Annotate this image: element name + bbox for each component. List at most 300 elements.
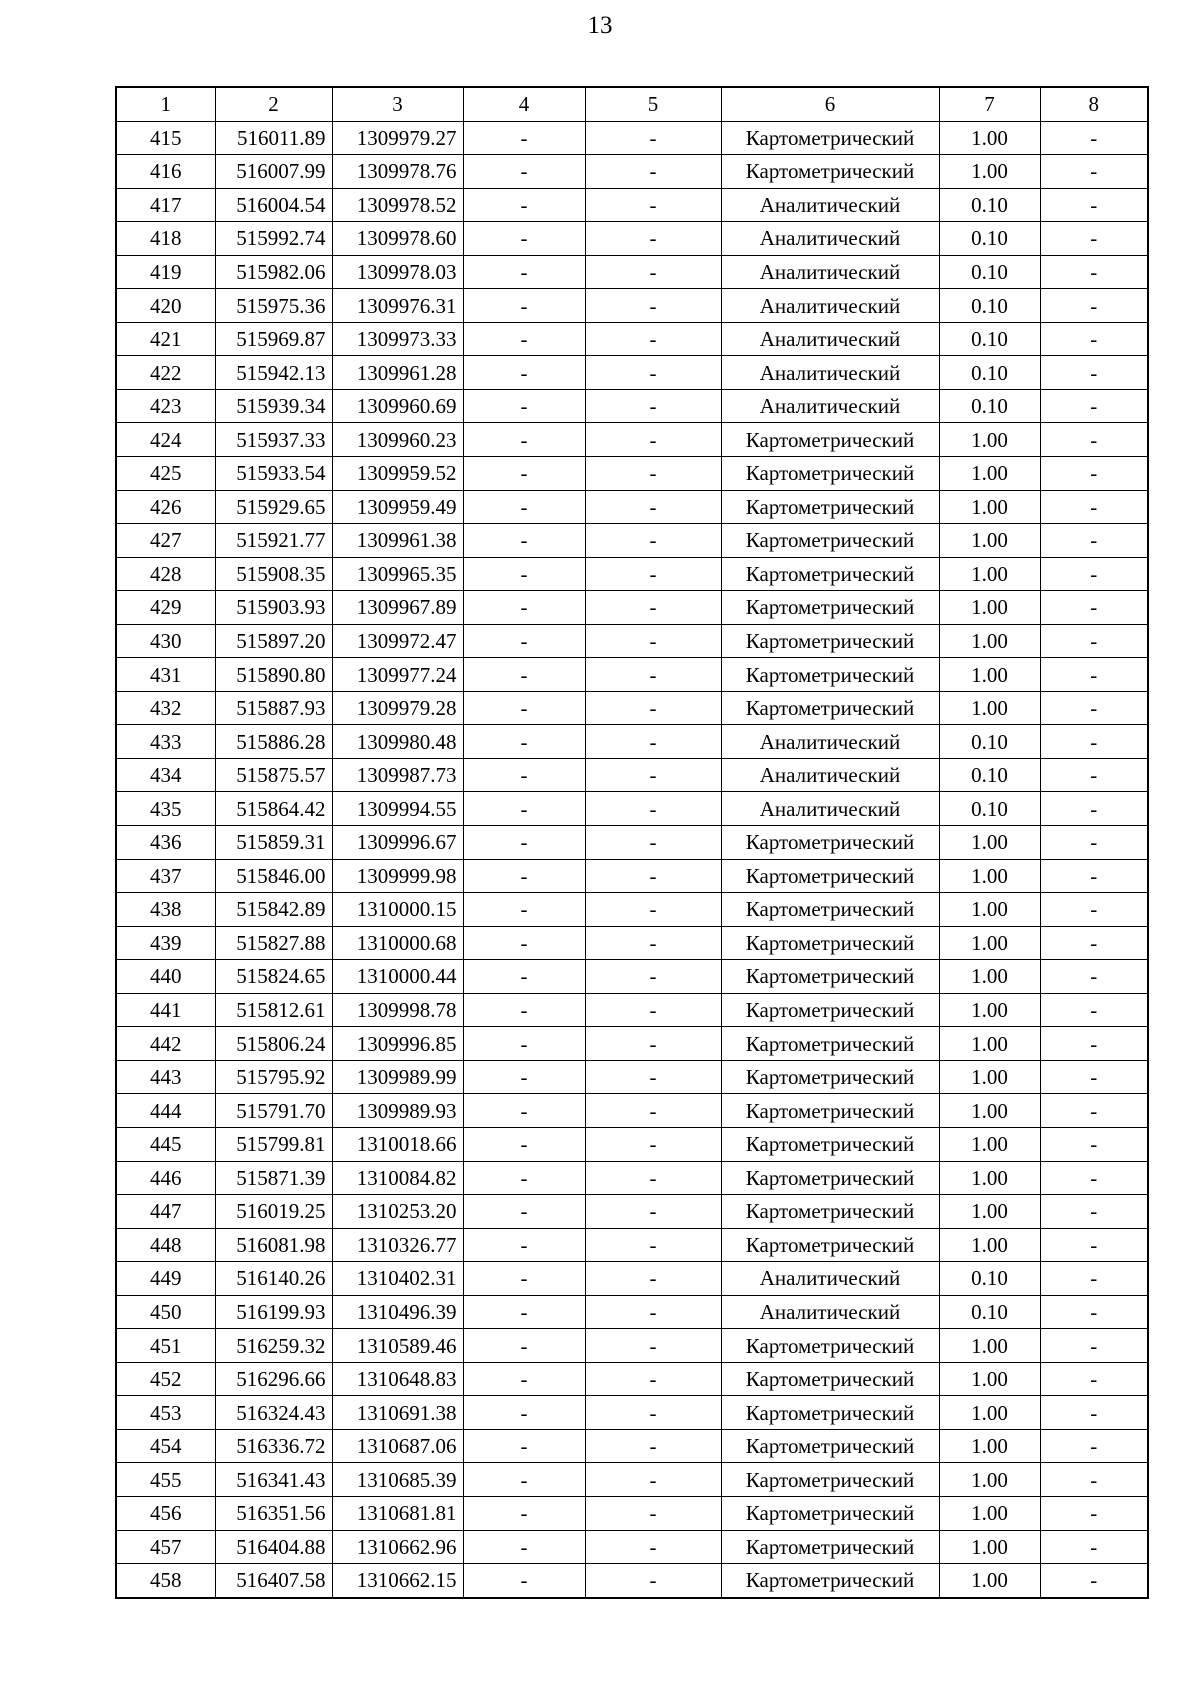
point-number-cell: 415 [116,121,215,155]
x-coordinate-cell: 515791.70 [215,1094,332,1128]
method-cell: Картометрический [721,1496,939,1530]
page-number: 13 [587,12,613,39]
table-row [116,960,1148,994]
x-coordinate-cell: 515982.06 [215,255,332,289]
col-5-cell: - [585,457,721,491]
col-5-cell: - [585,322,721,356]
col-8-cell: - [1040,658,1148,692]
col-4-cell: - [463,691,585,725]
x-coordinate-cell: 516296.66 [215,1362,332,1396]
col-8-cell: - [1040,1027,1148,1061]
col-4-cell: - [463,1127,585,1161]
table-row [116,1027,1148,1061]
y-coordinate-cell: 1309999.98 [332,859,463,893]
y-coordinate-cell: 1310000.15 [332,893,463,927]
table-row [116,222,1148,256]
col-4-cell: - [463,188,585,222]
x-coordinate-cell: 515933.54 [215,457,332,491]
accuracy-cell: 1.00 [939,859,1040,893]
x-coordinate-cell: 515921.77 [215,524,332,558]
y-coordinate-cell: 1310084.82 [332,1161,463,1195]
method-cell: Картометрический [721,1060,939,1094]
table-row [116,121,1148,155]
method-cell: Аналитический [721,289,939,323]
x-coordinate-cell: 516081.98 [215,1228,332,1262]
point-number-cell: 447 [116,1195,215,1229]
y-coordinate-cell: 1309989.99 [332,1060,463,1094]
col-8-cell: - [1040,725,1148,759]
col-4-cell: - [463,457,585,491]
col-5-cell: - [585,725,721,759]
col-5-cell: - [585,658,721,692]
col-4-cell: - [463,1396,585,1430]
method-cell: Картометрический [721,960,939,994]
col-4-cell: - [463,1530,585,1564]
method-cell: Картометрический [721,624,939,658]
col-5-cell: - [585,926,721,960]
table-row [116,658,1148,692]
x-coordinate-cell: 516324.43 [215,1396,332,1430]
y-coordinate-cell: 1309959.49 [332,490,463,524]
point-number-cell: 448 [116,1228,215,1262]
point-number-cell: 441 [116,993,215,1027]
x-coordinate-cell: 515975.36 [215,289,332,323]
x-coordinate-cell: 516259.32 [215,1329,332,1363]
point-number-cell: 451 [116,1329,215,1363]
accuracy-cell: 1.00 [939,624,1040,658]
col-8-cell: - [1040,255,1148,289]
table-header [116,87,1148,121]
table-row [116,591,1148,625]
column-header: 1 [116,87,215,121]
col-8-cell: - [1040,1564,1148,1598]
col-4-cell: - [463,1262,585,1296]
table-row [116,1396,1148,1430]
col-5-cell: - [585,1329,721,1363]
col-5-cell: - [585,893,721,927]
accuracy-cell: 1.00 [939,121,1040,155]
x-coordinate-cell: 516199.93 [215,1295,332,1329]
point-number-cell: 425 [116,457,215,491]
table-row [116,490,1148,524]
col-4-cell: - [463,859,585,893]
column-header: 4 [463,87,585,121]
col-4-cell: - [463,1094,585,1128]
col-8-cell: - [1040,155,1148,189]
col-8-cell: - [1040,423,1148,457]
y-coordinate-cell: 1309972.47 [332,624,463,658]
y-coordinate-cell: 1310687.06 [332,1429,463,1463]
point-number-cell: 422 [116,356,215,390]
accuracy-cell: 1.00 [939,490,1040,524]
y-coordinate-cell: 1309979.28 [332,691,463,725]
method-cell: Картометрический [721,859,939,893]
header-row [116,87,1148,121]
table-row [116,524,1148,558]
col-4-cell: - [463,1362,585,1396]
table-row [116,1228,1148,1262]
y-coordinate-cell: 1309960.69 [332,389,463,423]
table-row [116,1262,1148,1296]
col-8-cell: - [1040,1362,1148,1396]
col-8-cell: - [1040,1262,1148,1296]
accuracy-cell: 1.00 [939,1463,1040,1497]
col-5-cell: - [585,792,721,826]
col-8-cell: - [1040,356,1148,390]
y-coordinate-cell: 1310662.15 [332,1564,463,1598]
method-cell: Картометрический [721,893,939,927]
point-number-cell: 453 [116,1396,215,1430]
point-number-cell: 418 [116,222,215,256]
method-cell: Картометрический [721,826,939,860]
col-5-cell: - [585,1463,721,1497]
method-cell: Картометрический [721,926,939,960]
col-4-cell: - [463,826,585,860]
column-header: 2 [215,87,332,121]
point-number-cell: 416 [116,155,215,189]
x-coordinate-cell: 515992.74 [215,222,332,256]
y-coordinate-cell: 1310000.68 [332,926,463,960]
col-8-cell: - [1040,222,1148,256]
method-cell: Картометрический [721,423,939,457]
x-coordinate-cell: 516011.89 [215,121,332,155]
method-cell: Картометрический [721,490,939,524]
method-cell: Аналитический [721,188,939,222]
accuracy-cell: 1.00 [939,1027,1040,1061]
method-cell: Картометрический [721,121,939,155]
col-8-cell: - [1040,1161,1148,1195]
col-4-cell: - [463,725,585,759]
accuracy-cell: 0.10 [939,255,1040,289]
table-row [116,725,1148,759]
col-8-cell: - [1040,993,1148,1027]
point-number-cell: 420 [116,289,215,323]
y-coordinate-cell: 1309979.27 [332,121,463,155]
col-4-cell: - [463,490,585,524]
col-8-cell: - [1040,792,1148,826]
table-row [116,255,1148,289]
col-8-cell: - [1040,624,1148,658]
col-8-cell: - [1040,826,1148,860]
accuracy-cell: 1.00 [939,1161,1040,1195]
x-coordinate-cell: 516336.72 [215,1429,332,1463]
table-row [116,289,1148,323]
accuracy-cell: 1.00 [939,1060,1040,1094]
table-row [116,1329,1148,1363]
method-cell: Аналитический [721,255,939,289]
x-coordinate-cell: 516407.58 [215,1564,332,1598]
accuracy-cell: 1.00 [939,658,1040,692]
x-coordinate-cell: 515908.35 [215,557,332,591]
accuracy-cell: 1.00 [939,423,1040,457]
table-row [116,1161,1148,1195]
accuracy-cell: 0.10 [939,1262,1040,1296]
point-number-cell: 449 [116,1262,215,1296]
method-cell: Картометрический [721,658,939,692]
col-5-cell: - [585,1429,721,1463]
point-number-cell: 438 [116,893,215,927]
table-row [116,389,1148,423]
column-header: 6 [721,87,939,121]
method-cell: Картометрический [721,1530,939,1564]
col-8-cell: - [1040,1396,1148,1430]
col-5-cell: - [585,591,721,625]
point-number-cell: 456 [116,1496,215,1530]
col-4-cell: - [463,255,585,289]
point-number-cell: 445 [116,1127,215,1161]
point-number-cell: 446 [116,1161,215,1195]
accuracy-cell: 1.00 [939,1496,1040,1530]
point-number-cell: 436 [116,826,215,860]
col-5-cell: - [585,1530,721,1564]
col-4-cell: - [463,155,585,189]
col-5-cell: - [585,1295,721,1329]
point-number-cell: 433 [116,725,215,759]
accuracy-cell: 1.00 [939,1530,1040,1564]
point-number-cell: 458 [116,1564,215,1598]
table-row [116,557,1148,591]
x-coordinate-cell: 515903.93 [215,591,332,625]
table-row [116,322,1148,356]
table-row [116,188,1148,222]
method-cell: Аналитический [721,725,939,759]
col-4-cell: - [463,1329,585,1363]
col-8-cell: - [1040,1127,1148,1161]
x-coordinate-cell: 515795.92 [215,1060,332,1094]
x-coordinate-cell: 515806.24 [215,1027,332,1061]
method-cell: Картометрический [721,1329,939,1363]
accuracy-cell: 1.00 [939,1429,1040,1463]
col-5-cell: - [585,356,721,390]
x-coordinate-cell: 516004.54 [215,188,332,222]
point-number-cell: 430 [116,624,215,658]
col-5-cell: - [585,960,721,994]
table-row [116,993,1148,1027]
col-4-cell: - [463,289,585,323]
col-5-cell: - [585,993,721,1027]
y-coordinate-cell: 1309994.55 [332,792,463,826]
col-5-cell: - [585,691,721,725]
method-cell: Аналитический [721,222,939,256]
x-coordinate-cell: 515886.28 [215,725,332,759]
point-number-cell: 429 [116,591,215,625]
col-8-cell: - [1040,1094,1148,1128]
y-coordinate-cell: 1310589.46 [332,1329,463,1363]
col-4-cell: - [463,322,585,356]
accuracy-cell: 0.10 [939,792,1040,826]
col-5-cell: - [585,188,721,222]
table-row [116,1060,1148,1094]
method-cell: Аналитический [721,1295,939,1329]
col-5-cell: - [585,121,721,155]
y-coordinate-cell: 1310018.66 [332,1127,463,1161]
method-cell: Картометрический [721,1195,939,1229]
col-4-cell: - [463,1429,585,1463]
col-8-cell: - [1040,1195,1148,1229]
y-coordinate-cell: 1309965.35 [332,557,463,591]
x-coordinate-cell: 515799.81 [215,1127,332,1161]
point-number-cell: 439 [116,926,215,960]
method-cell: Картометрический [721,1228,939,1262]
y-coordinate-cell: 1310691.38 [332,1396,463,1430]
y-coordinate-cell: 1310253.20 [332,1195,463,1229]
x-coordinate-cell: 515871.39 [215,1161,332,1195]
accuracy-cell: 1.00 [939,1396,1040,1430]
col-4-cell: - [463,1295,585,1329]
point-number-cell: 455 [116,1463,215,1497]
col-5-cell: - [585,859,721,893]
col-5-cell: - [585,1396,721,1430]
point-number-cell: 431 [116,658,215,692]
table-row [116,893,1148,927]
col-8-cell: - [1040,289,1148,323]
accuracy-cell: 1.00 [939,926,1040,960]
x-coordinate-cell: 516404.88 [215,1530,332,1564]
method-cell: Картометрический [721,1564,939,1598]
method-cell: Картометрический [721,1127,939,1161]
col-4-cell: - [463,121,585,155]
table-row [116,1195,1148,1229]
x-coordinate-cell: 515897.20 [215,624,332,658]
y-coordinate-cell: 1309961.28 [332,356,463,390]
method-cell: Картометрический [721,1094,939,1128]
table-row [116,1496,1148,1530]
col-8-cell: - [1040,591,1148,625]
x-coordinate-cell: 516140.26 [215,1262,332,1296]
col-5-cell: - [585,389,721,423]
col-8-cell: - [1040,557,1148,591]
col-8-cell: - [1040,691,1148,725]
point-number-cell: 442 [116,1027,215,1061]
x-coordinate-cell: 515875.57 [215,758,332,792]
column-header: 8 [1040,87,1148,121]
col-4-cell: - [463,1195,585,1229]
col-5-cell: - [585,1060,721,1094]
col-5-cell: - [585,423,721,457]
y-coordinate-cell: 1309967.89 [332,591,463,625]
col-4-cell: - [463,792,585,826]
column-header: 5 [585,87,721,121]
col-8-cell: - [1040,389,1148,423]
y-coordinate-cell: 1309996.67 [332,826,463,860]
accuracy-cell: 1.00 [939,826,1040,860]
accuracy-cell: 1.00 [939,993,1040,1027]
col-8-cell: - [1040,1228,1148,1262]
point-number-cell: 440 [116,960,215,994]
accuracy-cell: 1.00 [939,1127,1040,1161]
method-cell: Картометрический [721,557,939,591]
col-8-cell: - [1040,1060,1148,1094]
col-5-cell: - [585,758,721,792]
accuracy-cell: 0.10 [939,289,1040,323]
x-coordinate-cell: 515939.34 [215,389,332,423]
col-5-cell: - [585,1496,721,1530]
accuracy-cell: 1.00 [939,457,1040,491]
accuracy-cell: 0.10 [939,758,1040,792]
col-5-cell: - [585,289,721,323]
col-8-cell: - [1040,1463,1148,1497]
col-4-cell: - [463,1228,585,1262]
col-5-cell: - [585,1161,721,1195]
col-8-cell: - [1040,1530,1148,1564]
col-4-cell: - [463,624,585,658]
col-4-cell: - [463,557,585,591]
col-5-cell: - [585,490,721,524]
point-number-cell: 421 [116,322,215,356]
col-5-cell: - [585,1094,721,1128]
table-row [116,1094,1148,1128]
point-number-cell: 428 [116,557,215,591]
col-8-cell: - [1040,926,1148,960]
col-4-cell: - [463,893,585,927]
accuracy-cell: 1.00 [939,1564,1040,1598]
col-8-cell: - [1040,524,1148,558]
y-coordinate-cell: 1310326.77 [332,1228,463,1262]
col-8-cell: - [1040,893,1148,927]
table-body [116,121,1148,1598]
point-number-cell: 432 [116,691,215,725]
y-coordinate-cell: 1309980.48 [332,725,463,759]
method-cell: Картометрический [721,524,939,558]
method-cell: Картометрический [721,1429,939,1463]
accuracy-cell: 0.10 [939,188,1040,222]
col-8-cell: - [1040,121,1148,155]
accuracy-cell: 1.00 [939,155,1040,189]
y-coordinate-cell: 1309961.38 [332,524,463,558]
table-row [116,691,1148,725]
col-5-cell: - [585,155,721,189]
accuracy-cell: 1.00 [939,893,1040,927]
accuracy-cell: 1.00 [939,557,1040,591]
col-5-cell: - [585,524,721,558]
accuracy-cell: 0.10 [939,222,1040,256]
accuracy-cell: 1.00 [939,691,1040,725]
method-cell: Аналитический [721,356,939,390]
table-row [116,1295,1148,1329]
table-row [116,859,1148,893]
col-5-cell: - [585,624,721,658]
table-row [116,1530,1148,1564]
method-cell: Картометрический [721,155,939,189]
point-number-cell: 427 [116,524,215,558]
point-number-cell: 424 [116,423,215,457]
method-cell: Картометрический [721,1027,939,1061]
col-5-cell: - [585,1362,721,1396]
y-coordinate-cell: 1310685.39 [332,1463,463,1497]
table-row [116,356,1148,390]
accuracy-cell: 1.00 [939,1228,1040,1262]
x-coordinate-cell: 515864.42 [215,792,332,826]
table-row [116,826,1148,860]
col-5-cell: - [585,1195,721,1229]
x-coordinate-cell: 515937.33 [215,423,332,457]
point-number-cell: 426 [116,490,215,524]
col-4-cell: - [463,524,585,558]
col-5-cell: - [585,1564,721,1598]
accuracy-cell: 1.00 [939,591,1040,625]
y-coordinate-cell: 1309973.33 [332,322,463,356]
col-5-cell: - [585,1127,721,1161]
point-number-cell: 419 [116,255,215,289]
col-4-cell: - [463,1060,585,1094]
method-cell: Аналитический [721,322,939,356]
col-8-cell: - [1040,859,1148,893]
coordinates-table [115,86,1149,1599]
col-5-cell: - [585,1027,721,1061]
col-4-cell: - [463,389,585,423]
accuracy-cell: 1.00 [939,1362,1040,1396]
col-8-cell: - [1040,1295,1148,1329]
